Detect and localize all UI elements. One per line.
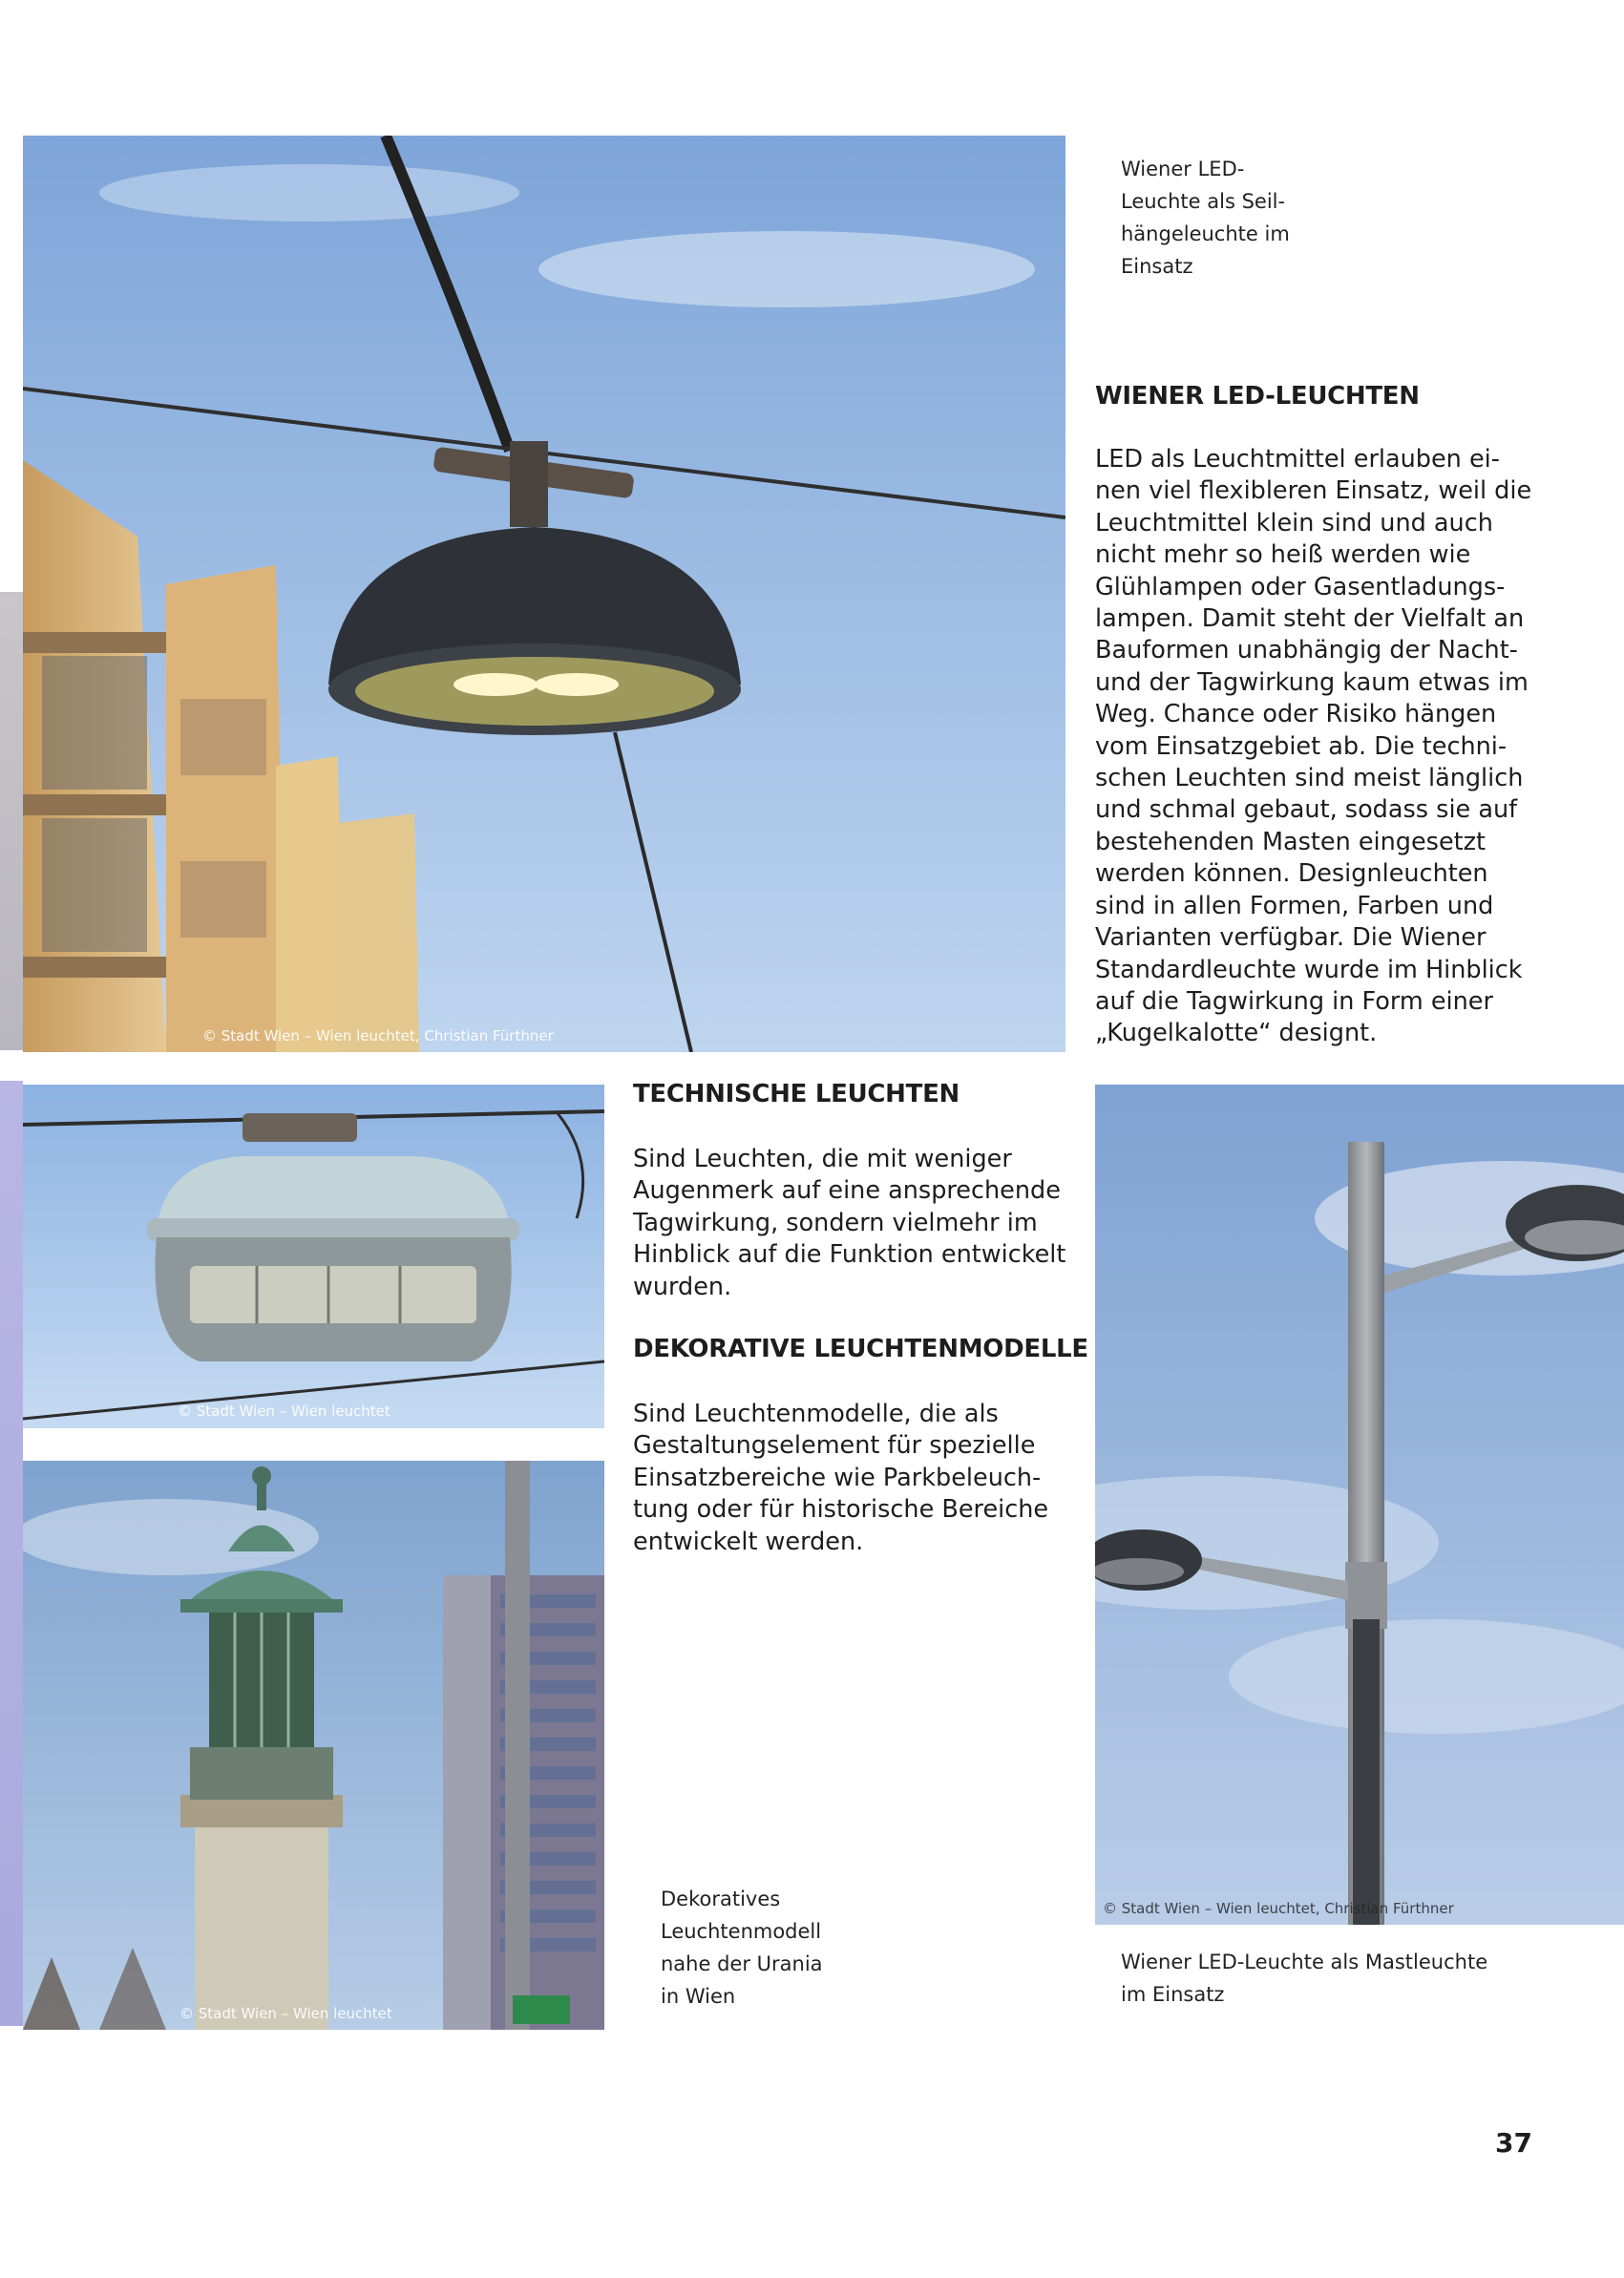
heading-technical-luminaires: TECHNISCHE LEUCHTEN xyxy=(633,1080,960,1108)
caption-line: in Wien xyxy=(661,1985,736,2008)
heading-led-luminaires: WIENER LED-LEUCHTEN xyxy=(1095,382,1420,411)
text-line: und schmal gebaut, sodass sie auf xyxy=(1095,795,1518,825)
text-line: entwickelt werden. xyxy=(633,1527,864,1556)
text-line: Sind Leuchten, die mit weniger xyxy=(633,1145,1012,1173)
body-decorative-luminaires xyxy=(633,1399,1082,1558)
text-line: bestehenden Masten eingesetzt xyxy=(1095,827,1487,856)
photo-cable-lamp xyxy=(23,136,1065,1052)
caption-line: Wiener LED- xyxy=(1121,158,1245,180)
text-line: Leuchtmittel klein sind und auch xyxy=(1095,508,1493,538)
text-line: Augenmerk auf eine ansprechende xyxy=(633,1176,1061,1206)
text-line: nicht mehr so heiß werden wie xyxy=(1095,540,1471,570)
caption-line: Leuchtenmodell xyxy=(661,1920,822,1943)
text-line: auf die Tagwirkung in Form einer xyxy=(1095,986,1493,1016)
caption-line: im Einsatz xyxy=(1121,1983,1225,2006)
text-line: tung oder für historische Bereiche xyxy=(633,1495,1049,1525)
caption-mast-lamp xyxy=(1121,1946,1579,2011)
photo-decorative-lamp xyxy=(23,1461,604,2030)
text-line: wurden. xyxy=(633,1272,732,1301)
previous-page-edge-top xyxy=(0,592,23,1050)
text-line: werden können. Designleuchten xyxy=(1095,859,1488,889)
caption-line: Einsatz xyxy=(1121,255,1193,278)
text-line: „Kugelkalotte“ designt. xyxy=(1095,1019,1378,1048)
caption-line: Wiener LED-Leuchte als Mastleuchte xyxy=(1121,1951,1488,1973)
heading-decorative-luminaires: DEKORATIVE LEUCHTENMODELLE xyxy=(633,1335,1088,1363)
caption-line: nahe der Urania xyxy=(661,1952,823,1975)
photo-mast-lamp xyxy=(1095,1085,1624,1925)
text-line: Weg. Chance oder Risiko hängen xyxy=(1095,700,1497,729)
text-line: Einsatzbereiche wie Parkbeleuch- xyxy=(633,1463,1042,1492)
photo-technical-lamp xyxy=(23,1085,604,1428)
caption-line: Leuchte als Seil- xyxy=(1121,190,1286,213)
text-line: Glühlampen oder Gasentladungs- xyxy=(1095,572,1506,601)
caption-cable-lamp xyxy=(1121,153,1350,283)
text-line: Gestaltungselement für spezielle xyxy=(633,1431,1036,1461)
text-line: nen viel flexibleren Einsatz, weil die xyxy=(1095,476,1532,506)
page-number: 37 xyxy=(1495,2127,1532,2159)
photo-credit: © Stadt Wien – Wien leuchtet, Christian Fürthner xyxy=(1103,1900,1454,1917)
body-technical-luminaires xyxy=(633,1144,1082,1303)
text-line: LED als Leuchtmittel erlauben ei- xyxy=(1095,445,1500,474)
text-line: schen Leuchten sind meist länglich xyxy=(1095,764,1524,793)
caption-line: Dekoratives xyxy=(661,1888,781,1910)
body-led-luminaires xyxy=(1095,444,1592,1050)
text-line: Sind Leuchtenmodelle, die als xyxy=(633,1400,999,1428)
photo-credit: © Stadt Wien – Wien leuchtet xyxy=(178,1403,390,1420)
previous-page-edge-bottom xyxy=(0,1081,23,2026)
text-line: Varianten verfügbar. Die Wiener xyxy=(1095,923,1487,953)
photo-credit: © Stadt Wien – Wien leuchtet, Christian Fürthner xyxy=(202,1027,554,1044)
text-line: Bauformen unabhängig der Nacht- xyxy=(1095,636,1518,665)
caption-line: hängeleuchte im xyxy=(1121,222,1290,245)
text-line: Tagwirkung, sondern vielmehr im xyxy=(633,1208,1038,1237)
text-line: Hinblick auf die Funktion entwickelt xyxy=(633,1240,1066,1270)
text-line: vom Einsatzgebiet ab. Die techni- xyxy=(1095,731,1508,761)
text-line: und der Tagwirkung kaum etwas im xyxy=(1095,667,1529,697)
text-line: lampen. Damit steht der Vielfalt an xyxy=(1095,604,1525,634)
caption-decorative-lamp xyxy=(661,1883,880,2013)
text-line: Standardleuchte wurde im Hinblick xyxy=(1095,955,1523,984)
text-line: sind in allen Formen, Farben und xyxy=(1095,891,1494,920)
photo-credit: © Stadt Wien – Wien leuchtet xyxy=(179,2005,392,2022)
